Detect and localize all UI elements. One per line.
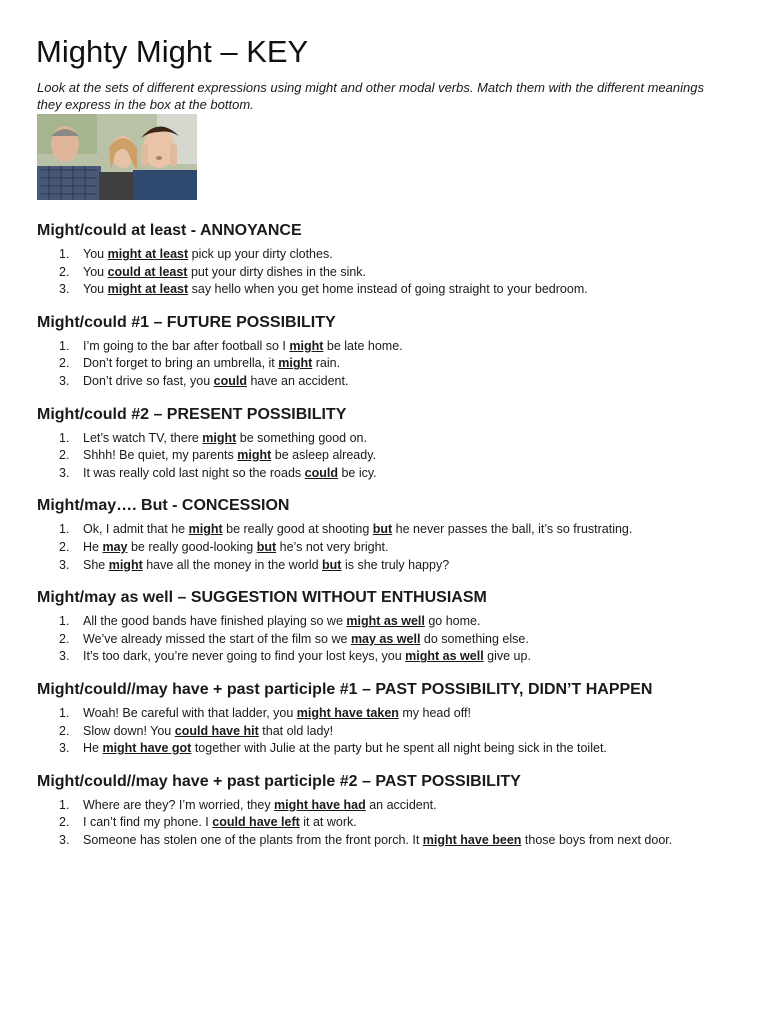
modal-answer: might as well <box>346 614 425 629</box>
section <box>37 404 737 483</box>
section-heading: Might/could at least - ANNOYANCE <box>37 222 302 239</box>
modal-answer: but <box>322 557 342 572</box>
section-heading: Might/may…. But - CONCESSION <box>37 497 290 515</box>
sentence-text: Let’s watch TV, there <box>83 430 203 445</box>
sentence-text: be really good at shooting <box>222 522 373 537</box>
family-photo <box>37 114 197 200</box>
sentence-text: Ok, I admit that he <box>83 522 189 537</box>
list-item <box>37 246 737 264</box>
sentence-text: it at work. <box>299 815 357 830</box>
sentence-text: an accident. <box>365 797 437 812</box>
list-item <box>37 613 737 631</box>
sentence-text: pick up your dirty clothes. <box>188 247 333 261</box>
list-item <box>37 832 737 850</box>
list-item <box>37 355 737 373</box>
sentence-text: be something good on. <box>236 430 367 445</box>
modal-answer: might have got <box>102 741 192 756</box>
section <box>37 771 737 850</box>
modal-answer: could <box>213 373 247 388</box>
modal-answer: may <box>102 539 128 554</box>
modal-answer: could have hit <box>174 723 259 738</box>
sentence-text: rain. <box>312 356 341 371</box>
list-item <box>37 539 737 557</box>
modal-answer: might <box>202 430 237 445</box>
sentence-text: Slow down! You <box>83 723 175 738</box>
sentence-text: He <box>83 741 103 756</box>
modal-answer: but <box>372 522 393 537</box>
section-heading: Might/could #1 – FUTURE POSSIBILITY <box>37 313 336 331</box>
list-item <box>37 797 737 815</box>
sentence-text: You <box>83 264 108 279</box>
sentence-text: those boys from next door. <box>521 832 673 847</box>
list-item <box>37 723 737 741</box>
modal-answer: could at least <box>107 264 188 279</box>
sentence-text: have an accident. <box>246 373 349 388</box>
modal-answer: might <box>108 557 143 572</box>
sentence-text: Don’t drive so fast, you <box>83 373 214 388</box>
modal-answer: but <box>256 539 277 554</box>
modal-answer: might <box>278 356 313 371</box>
sentence-text: have all the money in the world <box>142 557 323 572</box>
list-item <box>37 814 737 832</box>
example-list <box>37 521 737 574</box>
example-list <box>37 338 737 391</box>
sentence-text: Woah! Be careful with that ladder, you <box>83 705 297 720</box>
modal-answer: might <box>188 522 223 537</box>
sentence-text: is she truly happy? <box>341 557 450 572</box>
list-item <box>37 521 737 539</box>
sentence-text: She <box>83 557 109 572</box>
list-item <box>37 447 737 465</box>
sentence-text: that old lady! <box>258 723 334 738</box>
sentence-text: my head off! <box>398 705 471 720</box>
modal-answer: may as well <box>350 631 421 646</box>
modal-answer: might have had <box>274 797 366 812</box>
modal-answer: might have been <box>422 832 522 847</box>
sentence-text: You <box>83 282 108 297</box>
section <box>37 312 737 391</box>
list-item <box>37 338 737 356</box>
sentence-text: He <box>83 539 103 554</box>
sentence-text: go home. <box>424 614 481 629</box>
example-list <box>37 705 737 758</box>
list-item <box>37 430 737 448</box>
section-heading: Might/could #2 – PRESENT POSSIBILITY <box>37 405 347 423</box>
sentence-text: Shhh! Be quiet, my parents <box>83 448 238 463</box>
sentence-text: It’s too dark, you’re never going to find your lost keys, you <box>83 649 406 664</box>
sentence-text: be late home. <box>323 338 403 353</box>
sentence-text: be really good-looking <box>127 539 257 554</box>
list-item <box>37 264 737 282</box>
list-item <box>37 373 737 391</box>
modal-answer: might as well <box>405 649 484 664</box>
modal-answer: could <box>304 465 338 480</box>
section <box>37 587 737 666</box>
sentence-text: Where are they? I’m worried, they <box>83 797 275 812</box>
modal-answer: might <box>237 448 272 463</box>
section <box>37 220 737 299</box>
list-item <box>37 705 737 723</box>
modal-answer: might <box>289 338 324 353</box>
sentence-text: You <box>83 247 108 261</box>
sentence-text: give up. <box>483 649 531 664</box>
sentence-text: Someone has stolen one of the plants from the front porch. It <box>83 832 423 847</box>
sentence-text: Don’t forget to bring an umbrella, it <box>83 356 279 371</box>
sentence-text: I can’t find my phone. I <box>83 815 213 830</box>
sentence-text: together with Julie at the party but he spent all night being sick in the toilet. <box>191 741 607 756</box>
sentence-text: say hello when you get home instead of going straight to your bedroom. <box>188 282 588 297</box>
example-list <box>37 430 737 483</box>
section <box>37 495 737 574</box>
page-title: Mighty Might – KEY <box>36 34 309 69</box>
list-item <box>37 465 737 483</box>
sentence-text: We’ve already missed the start of the film so we <box>83 631 351 646</box>
list-item <box>37 631 737 649</box>
modal-answer: might have taken <box>296 705 399 720</box>
sentence-text: he’s not very bright. <box>276 539 389 554</box>
sentence-text: All the good bands have finished playing so we <box>83 614 347 629</box>
sentence-text: put your dirty dishes in the sink. <box>187 264 367 279</box>
modal-answer: might at least <box>107 247 189 261</box>
sentence-text: do something else. <box>420 631 529 646</box>
sentence-text: I’m going to the bar after football so I <box>83 338 290 353</box>
list-item <box>37 557 737 575</box>
example-list <box>37 613 737 666</box>
section-heading: Might/could//may have + past participle #1 – PAST POSSIBILITY, DIDN’T HAPPEN <box>37 680 653 698</box>
example-list <box>37 797 737 850</box>
instructions-text: Look at the sets of different expressions using might and other modal verbs. Match them with the different meanings they express in the box at the bottom. <box>37 80 704 112</box>
section <box>37 679 737 758</box>
modal-answer: might at least <box>107 282 189 297</box>
list-item <box>37 648 737 666</box>
section-heading: Might/may as well – SUGGESTION WITHOUT ENTHUSIASM <box>37 589 487 607</box>
modal-answer: could have left <box>212 815 300 830</box>
sections-container <box>37 220 737 862</box>
sentence-text: It was really cold last night so the roads <box>83 465 305 480</box>
section-heading: Might/could//may have + past participle #2 – PAST POSSIBILITY <box>37 772 521 790</box>
list-item <box>37 740 737 758</box>
sentence-text: be asleep already. <box>271 448 376 463</box>
example-list <box>37 246 737 299</box>
sentence-text: be icy. <box>337 465 377 480</box>
sentence-text: he never passes the ball, it’s so frustrating. <box>392 522 633 537</box>
list-item <box>37 281 737 299</box>
